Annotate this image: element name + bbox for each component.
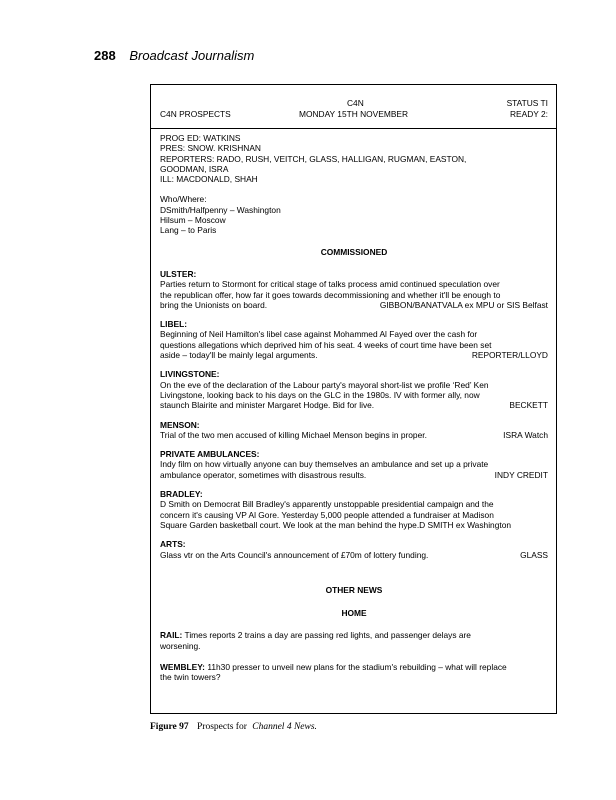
figure-caption (150, 722, 317, 732)
story-title: MENSON: (160, 419, 200, 430)
who-where-heading: Who/Where: (160, 194, 207, 205)
story-line: Square Garden basketball court. We look at the man behind the hype.D SMITH ex Washington (160, 519, 512, 530)
staff-list (160, 133, 548, 184)
story-line: staunch Blairite and minister Margaret Hodge. Bid for live. (160, 400, 375, 411)
home-item (160, 630, 548, 651)
story-line: Livingstone, looking back to his days on the GLC in the 1980s. IV with former ally, now (160, 389, 480, 400)
who-where-line: DSmith/Halfpenny – Washington (160, 204, 281, 215)
story-line: Glass vtr on the Arts Council's announcement of £70m of lottery funding. (160, 549, 429, 560)
home-heading: HOME (341, 608, 367, 619)
story-item (160, 319, 548, 360)
story-item (160, 420, 548, 441)
home-item-text: the twin towers? (160, 672, 221, 683)
prospects-body (151, 129, 556, 683)
page-header (94, 48, 254, 63)
story-line: Trial of the two men accused of killing Michael Menson begins in proper. (160, 429, 427, 440)
figure-label: Figure 97 (150, 722, 189, 732)
home-item (160, 662, 548, 683)
story-line: aside – today'll be mainly legal arguments. (160, 350, 318, 361)
story-item (160, 269, 548, 310)
story-credit: BECKETT (509, 400, 548, 411)
staff-line: PROG ED: WATKINS (160, 133, 241, 143)
story-line: the republican offer, how far it goes towards decommissioning and whether it'll be enough to (160, 289, 501, 300)
story-title: ULSTER: (160, 268, 197, 279)
story-credit: REPORTER/LLOYD (471, 350, 548, 361)
story-title: PRIVATE AMBULANCES: (160, 449, 260, 460)
who-where-block (160, 194, 548, 235)
staff-line: GOODMAN, ISRA (160, 163, 229, 174)
prospects-title: C4N PROSPECTS (160, 109, 231, 119)
other-news-heading: OTHER NEWS (325, 584, 383, 595)
prospects-header (151, 85, 556, 129)
who-where-line: Lang – to Paris (160, 225, 217, 236)
channel-label: C4N (347, 98, 364, 108)
story-credit: GLASS (520, 549, 548, 560)
story-line: Parties return to Stormont for critical stage of talks process amid continued speculation over (160, 279, 500, 290)
story-line: questions allegations which deprived him of his seat. 4 weeks of court time have been set (160, 339, 492, 350)
story-line: On the eve of the declaration of the Labour party's mayoral short-list we profile ‘Red’ Ken (160, 379, 489, 390)
home-item-text: 11h30 presser to unveil new plans for the stadium's rebuilding – what will replace (207, 661, 507, 672)
prospects-sheet (150, 84, 557, 714)
story-line: D Smith on Democrat Bill Bradley's apparently unstoppable presidential campaign and the (160, 499, 494, 510)
story-credit: GIBBON/BANATVALA ex MPU or SIS Belfast (379, 299, 548, 310)
story-item (160, 489, 548, 530)
story-credit: ISRA Watch (503, 429, 548, 440)
story-title: ARTS: (160, 539, 186, 550)
story-line: concern it's causing VP Al Gore. Yesterday 5,000 people attended a fundraiser at Madison (160, 509, 494, 520)
status-label: STATUS TI (506, 98, 548, 108)
story-item (160, 539, 548, 560)
story-title: BRADLEY: (160, 489, 203, 500)
staff-line: REPORTERS: RADO, RUSH, VEITCH, GLASS, HALLIGAN, RUGMAN, EASTON, (160, 153, 467, 164)
who-where-line: Hilsum – Moscow (160, 215, 226, 226)
home-item-text: Times reports 2 trains a day are passing red lights, and passenger delays are (184, 630, 471, 641)
caption-program: Channel 4 News. (252, 722, 317, 732)
story-line: ambulance operator, sometimes with disastrous results. (160, 469, 367, 480)
ready-label: READY 2: (509, 109, 548, 119)
commissioned-heading: COMMISSIONED (320, 246, 388, 257)
story-title: LIVINGSTONE: (160, 369, 220, 380)
caption-text: Prospects for (197, 722, 247, 732)
story-title: LIBEL: (160, 319, 187, 330)
story-item (160, 449, 548, 480)
home-item-label: WEMBLEY: (160, 661, 205, 672)
story-line: Beginning of Neil Hamilton's libel case against Mohammed Al Fayed over the cash for (160, 329, 478, 340)
home-item-text: worsening. (160, 640, 201, 651)
story-line: Indy film on how virtually anyone can buy themselves an ambulance and set up a private (160, 459, 489, 470)
story-credit: INDY CREDIT (494, 469, 548, 480)
story-item (160, 369, 548, 410)
book-title: Broadcast Journalism (129, 48, 255, 63)
date-label: MONDAY 15TH NOVEMBER (299, 109, 409, 119)
staff-line: ILL: MACDONALD, SHAH (160, 174, 258, 185)
story-line: bring the Unionists on board. (160, 299, 268, 310)
home-item-label: RAIL: (160, 630, 183, 641)
page-number: 288 (94, 48, 116, 63)
staff-line: PRES: SNOW. KRISHNAN (160, 143, 261, 154)
